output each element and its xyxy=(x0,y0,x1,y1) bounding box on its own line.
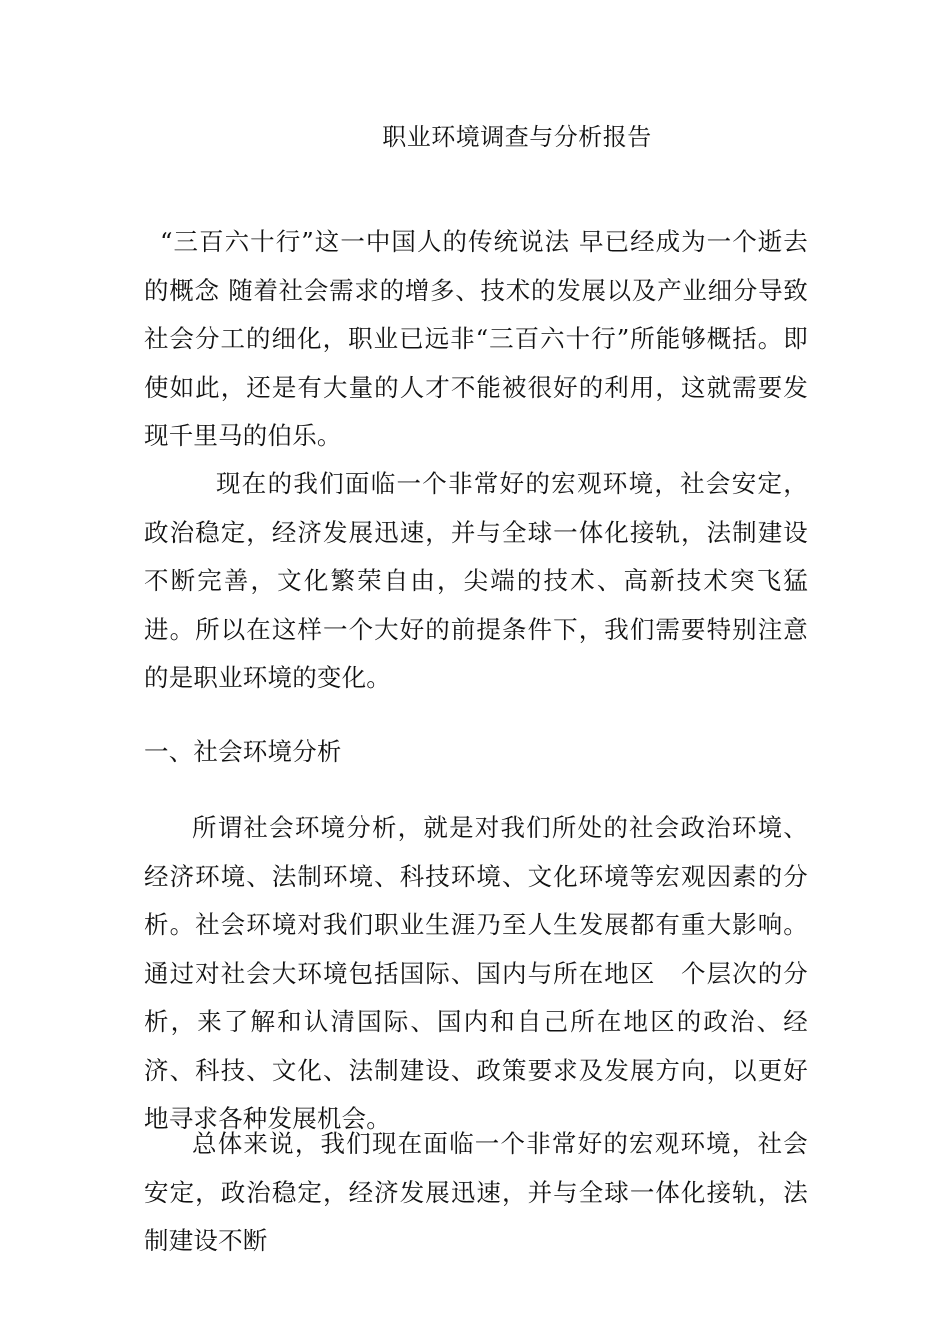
section-paragraph-1: 所谓社会环境分析，就是对我们所处的社会政治环境、经济环境、法制环境、科技环境、文化环境等宏观因素的分析。社会环境对我们职业生涯乃至人生发展都有重大影响。通过对社会大环境包括国际、国内与所在地区 个层次的分析，来了解和认清国际、国内和自己所在地区的政治、经济、科技、文化、法制建设、政策要求及发展方向，以更好地寻求各种发展机会。 xyxy=(144,813,808,1133)
document-title: 职业环境调查与分析报告 xyxy=(382,123,652,151)
intro-paragraph-2: 现在的我们面临一个非常好的宏观环境，社会安定，政治稳定，经济发展迅速，并与全球一体化接轨，法制建设不断完善，文化繁荣自由，尖端的技术、高新技术突飞猛进。所以在这样一个大好的前提条件下，我们需要特别注意的是职业环境的变化。 xyxy=(144,469,808,692)
section-heading: 一、社会环境分析 xyxy=(144,737,342,766)
section-paragraph-2: 总体来说，我们现在面临一个非常好的宏观环境，社会安定，政治稳定，经济发展迅速，并与全球一体化接轨，法制建设不断 xyxy=(144,1129,808,1255)
intro-paragraph-1: “三百六十行”这一中国人的传统说法 早已经成为一个逝去的概念 随着社会需求的增多、技术的发展以及产业细分导致社会分工的细化，职业已远非“三百六十行”所能够概括。即使如此，还是有大量的人才不能被很好的利用，这就需要发现千里马的伯乐。 xyxy=(144,227,808,450)
